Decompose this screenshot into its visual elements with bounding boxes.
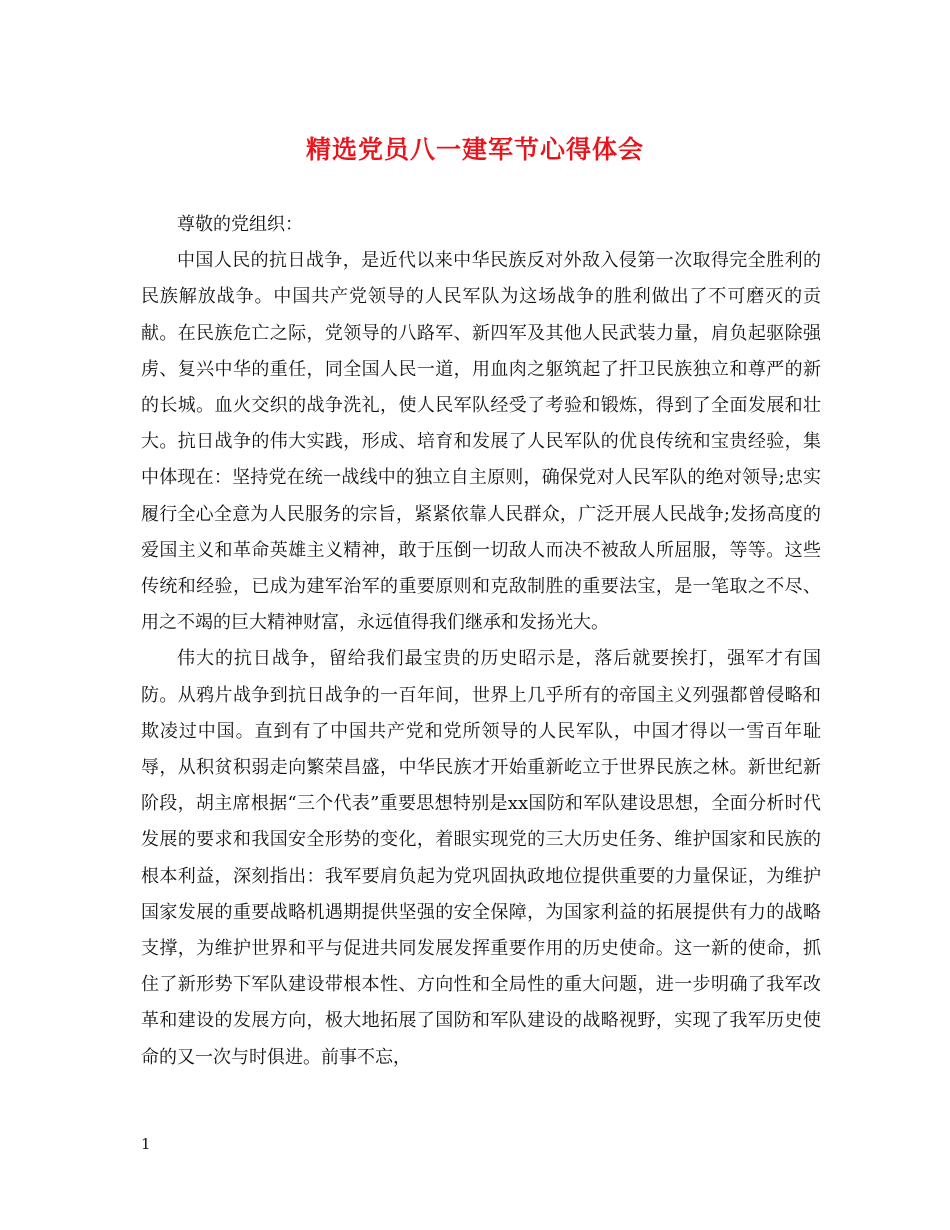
paragraph-1: 中国人民的抗日战争，是近代以来中华民族反对外敌入侵第一次取得完全胜利的民族解放战争。中国共产党领导的人民军队为这场战争的胜利做出了不可磨灭的贡献。在民族危亡之际，党领导的八路军、新四军及其他人民武装力量，肩负起驱除强虏、复兴中华的重任，同全国人民一道，用血肉之躯筑起了扞卫民族独立和尊严的新的长城。血火交织的战争洗礼，使人民军队经受了考验和锻炼，得到了全面发展和壮大。抗日战争的伟大实践，形成、培育和发展了人民军队的优良传统和宝贵经验，集中体现在：坚持党在统一战线中的独立自主原则，确保党对人民军队的绝对领导;忠实履行全心全意为人民服务的宗旨，紧紧依靠人民群众，广泛开展人民战争;发扬高度的爱国主义和革命英雄主义精神，敢于压倒一切敌人而决不被敌人所屈服，等等。这些传统和经验，已成为建军治军的重要原则和克敌制胜的重要法宝，是一笔取之不尽、用之不竭的巨大精神财富，永远值得我们继承和发扬光大。 <box>141 250 821 634</box>
greeting: 尊敬的党组织： <box>177 214 303 235</box>
document-body <box>141 207 821 1076</box>
paragraph-2: 伟大的抗日战争，留给我们最宝贵的历史昭示是，落后就要挨打，强军才有国防。从鸦片战争到抗日战争的一百年间，世界上几乎所有的帝国主义列强都曾侵略和欺凌过中国。直到有了中国共产党和党所领导的人民军队，中国才得以一雪百年耻辱，从积贫积弱走向繁荣昌盛，中华民族才开始重新屹立于世界民族之林。新世纪新阶段，胡主席根据“三个代表”重要思想特别是xx国防和军队建设思想，全面分析时代发展的要求和我国安全形势的变化，着眼实现党的三大历史任务、维护国家和民族的根本利益，深刻指出：我军要肩负起为党巩固执政地位提供重要的力量保证，为维护国家发展的重要战略机遇期提供坚强的安全保障，为国家利益的拓展提供有力的战略支撑，为维护世界和平与促进共同发展发挥重要作用的历史使命。这一新的使命，抓住了新形势下军队建设带根本性、方向性和全局性的重大问题，进一步明确了我军改革和建设的发展方向，极大地拓展了国防和军队建设的战略视野，实现了我军历史使命的又一次与时俱进。前事不忘， <box>141 648 821 1068</box>
document-title: 精选党员八一建军节心得体会 <box>305 135 644 164</box>
page-number: 1 <box>141 1135 151 1153</box>
